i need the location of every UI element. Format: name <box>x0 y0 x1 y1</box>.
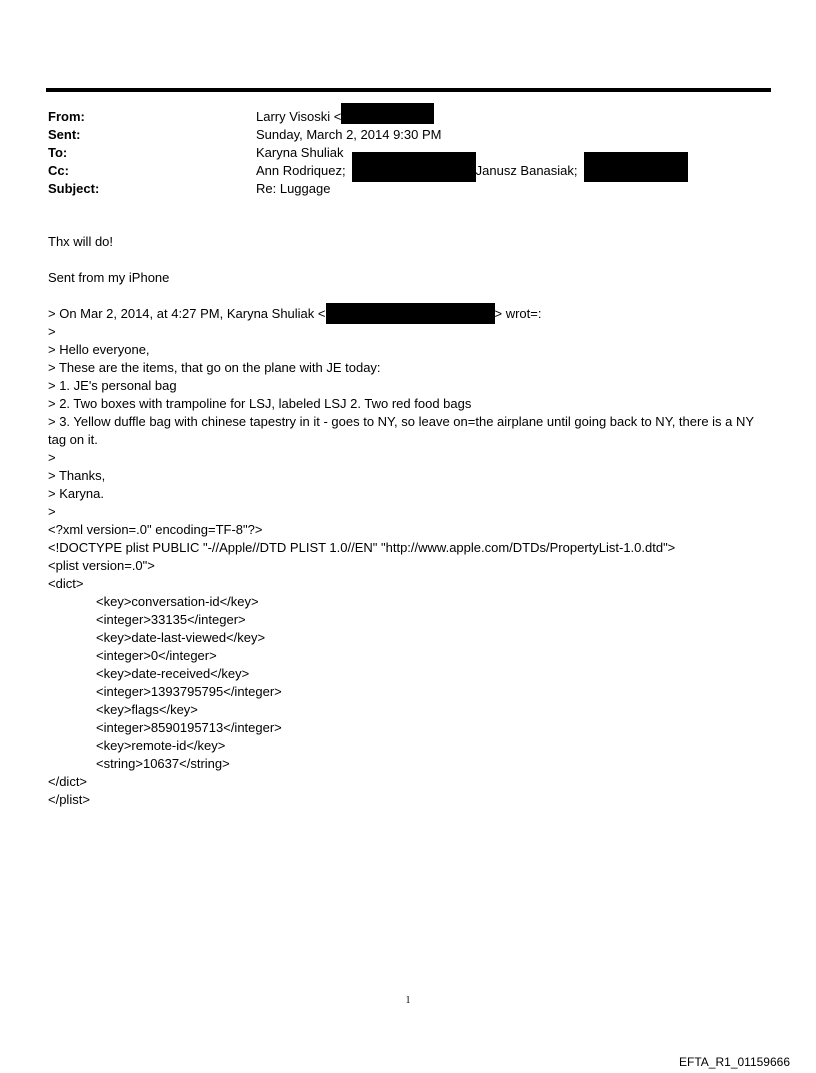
quote-line: > Hello everyone, <box>48 342 150 357</box>
page-number: 1 <box>405 995 411 1006</box>
subject-label: Subject: <box>48 181 100 196</box>
quote-intro-end: > wrot=: <box>494 306 542 321</box>
redaction-box <box>352 152 476 182</box>
reply-text: Thx will do! <box>48 234 114 249</box>
subject-value: Re: Luggage <box>256 181 331 196</box>
quote-line: > 3. Yellow duffle bag with chinese tapestry in it - goes to NY, so leave on=the airplane until going back to NY, there is a NY tag on it. <box>48 414 754 447</box>
xml-line: <!DOCTYPE plist PUBLIC "-//Apple//DTD PLIST 1.0//EN" "http://www.apple.com/DTDs/PropertyList-1.0.dtd"> <box>48 540 676 555</box>
quote-line: > 1. JE's personal bag <box>48 378 177 393</box>
redaction-box <box>341 103 434 124</box>
cc-label: Cc: <box>48 163 69 178</box>
cc-recipient-2: Janusz Banasiak; <box>475 163 578 178</box>
quote-line: > Thanks, <box>48 468 106 483</box>
xml-line: <string>10637</string> <box>96 756 230 771</box>
sent-value: Sunday, March 2, 2014 9:30 PM <box>256 127 442 142</box>
header-rule <box>46 88 771 92</box>
xml-line: <plist version=.0"> <box>48 558 155 573</box>
xml-line: <dict> <box>48 576 84 591</box>
quote-line: > Karyna. <box>48 486 105 501</box>
quote-intro <box>48 305 773 323</box>
quote-intro-start: > On Mar 2, 2014, at 4:27 PM, Karyna Shuliak < <box>48 306 326 321</box>
xml-line: </dict> <box>48 774 88 789</box>
redaction-box <box>326 303 495 324</box>
xml-line: <?xml version=.0" encoding=TF-8"?> <box>48 522 263 537</box>
sent-label: Sent: <box>48 127 81 142</box>
quote-line: > <box>48 324 56 339</box>
cc-recipient-1: Ann Rodriquez; <box>256 163 346 178</box>
xml-line: <key>date-received</key> <box>96 666 250 681</box>
xml-line: <key>flags</key> <box>96 702 198 717</box>
document-id: EFTA_R1_01159666 <box>679 1055 790 1069</box>
quote-line: > <box>48 450 56 465</box>
from-value <box>256 108 434 126</box>
cc-value <box>256 162 688 182</box>
xml-line: <key>date-last-viewed</key> <box>96 630 266 645</box>
quoted-message <box>48 305 773 809</box>
signature-text: Sent from my iPhone <box>48 270 170 285</box>
from-label: From: <box>48 109 85 124</box>
quote-line: > <box>48 504 56 519</box>
to-label: To: <box>48 145 68 160</box>
quote-line: > These are the items, that go on the plane with JE today: <box>48 360 381 375</box>
xml-line: <key>conversation-id</key> <box>96 594 259 609</box>
xml-line: <integer>0</integer> <box>96 648 217 663</box>
from-name: Larry Visoski < <box>256 109 342 124</box>
to-value: Karyna Shuliak <box>256 145 344 160</box>
email-body <box>48 233 169 287</box>
xml-line: <integer>33135</integer> <box>96 612 246 627</box>
quote-line: > 2. Two boxes with trampoline for LSJ, labeled LSJ 2. Two red food bags <box>48 396 472 411</box>
xml-line: </plist> <box>48 792 90 807</box>
xml-line: <key>remote-id</key> <box>96 738 226 753</box>
xml-line: <integer>1393795795</integer> <box>96 684 282 699</box>
xml-line: <integer>8590195713</integer> <box>96 720 282 735</box>
redaction-box <box>584 152 688 182</box>
